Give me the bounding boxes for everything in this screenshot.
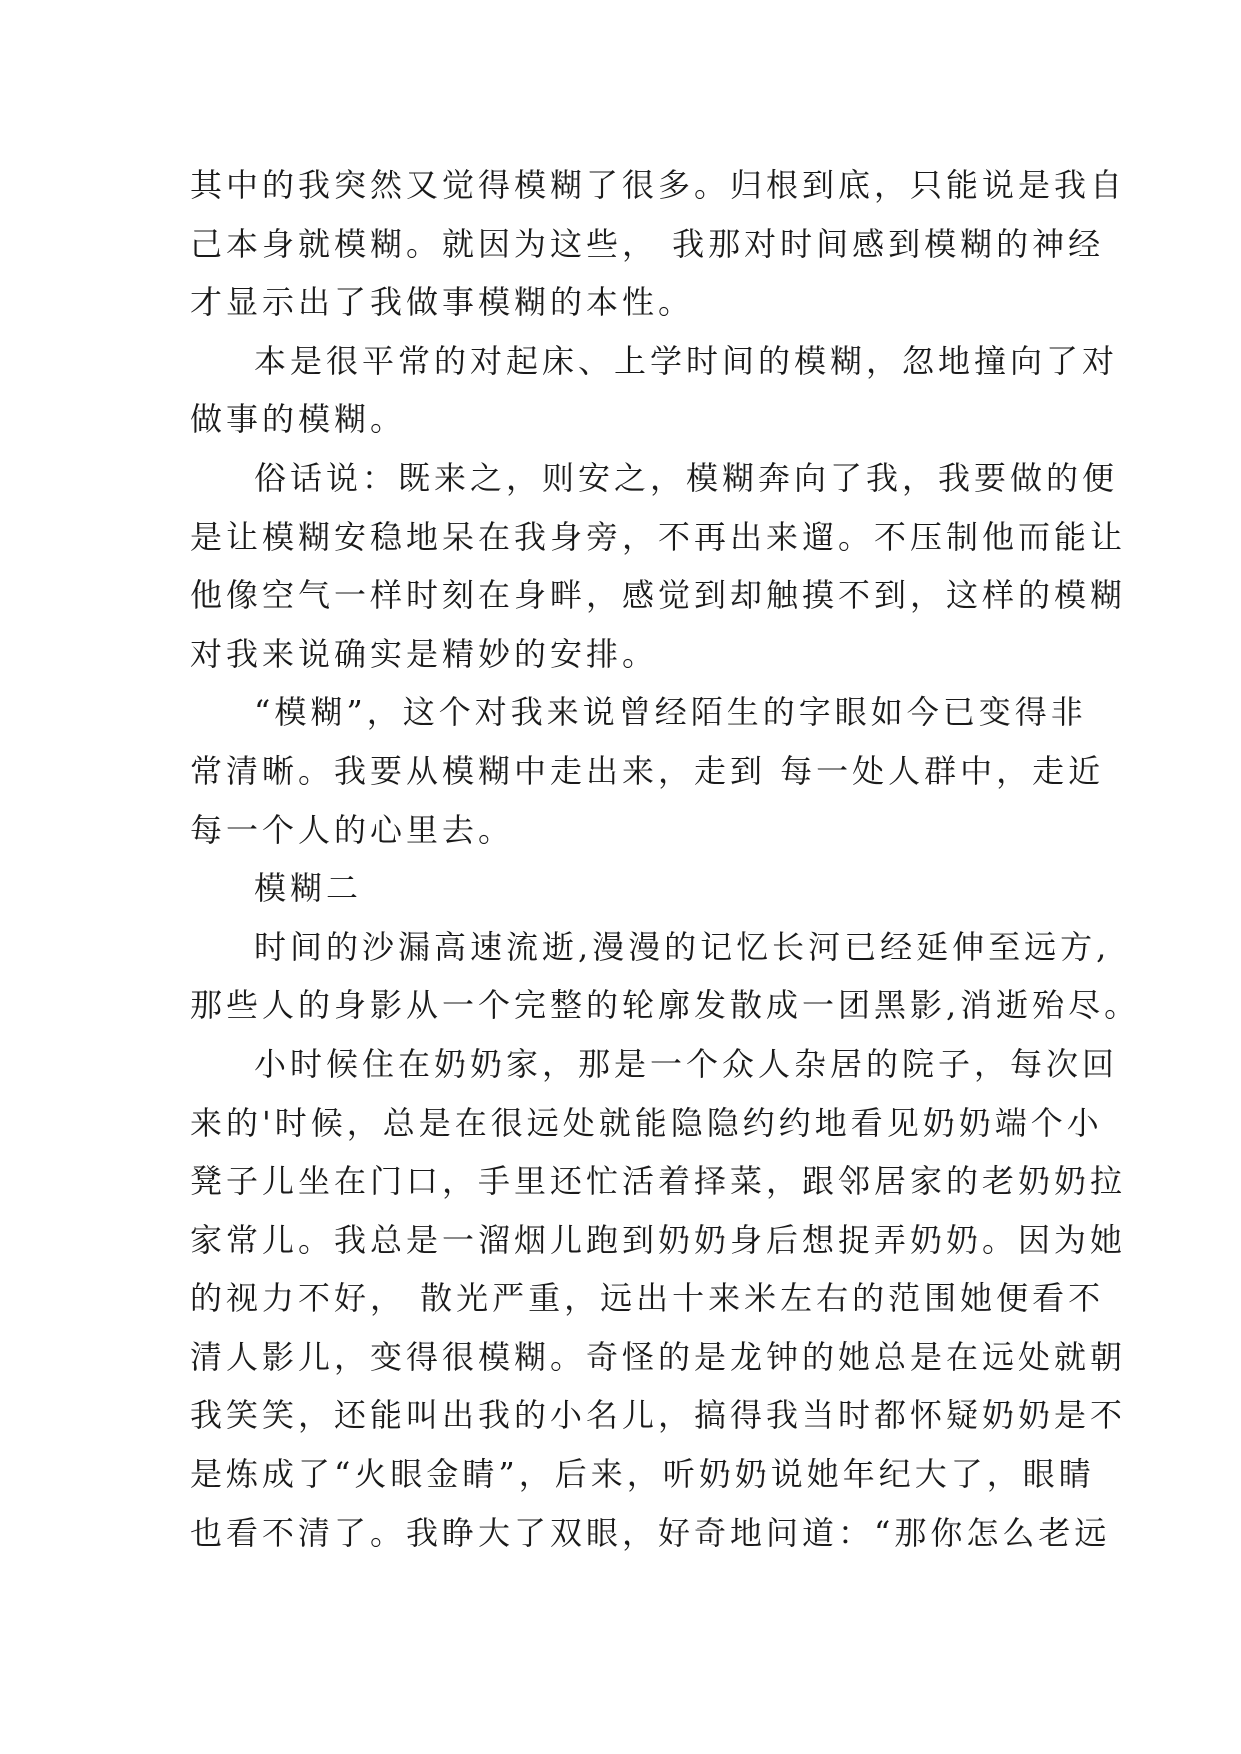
text-line: 才显示出了我做事模糊的本性。 (190, 283, 695, 322)
text-line: 也看不清了。我睁大了双眼，好奇地问道：“那你怎么老远 (190, 1513, 1111, 1552)
text-line: 他像空气一样时刻在身畔，感觉到却触摸不到，这样的模糊 (190, 576, 1127, 615)
text-line: 做事的模糊。 (190, 400, 407, 439)
text-line: 己本身就模糊。就因为这些， 我那对时间感到模糊的神经 (190, 224, 1105, 263)
text-line: 每一个人的心里去。 (190, 810, 515, 849)
text-line: “模糊”，这个对我来说曾经陌生的字眼如今已变得非 (254, 693, 1087, 732)
text-line: 其中的我突然又觉得模糊了很多。归根到底，只能说是我自 (190, 166, 1127, 204)
text-line: 模糊二 (254, 869, 363, 908)
text-line: 来的'时候，总是在很远处就能隐隐约约地看见奶奶端个小 (190, 1103, 1103, 1142)
text-line: 常清晰。我要从模糊中走出来，走到 每一处人群中，走近 (190, 751, 1105, 790)
text-line: 小时候住在奶奶家，那是一个众人杂居的院子，每次回 (254, 1044, 1119, 1083)
text-line: 那些人的身影从一个完整的轮廓发散成一团黑影,消逝殆尽。 (190, 986, 1141, 1025)
text-line: 俗话说：既来之，则安之，模糊奔向了我，我要做的便 (254, 458, 1119, 497)
text-line: 清人影儿，变得很模糊。奇怪的是龙钟的她总是在远处就朝 (190, 1337, 1127, 1376)
text-line: 是让模糊安稳地呆在我身旁，不再出来遛。不压制他而能让 (190, 517, 1127, 556)
text-line: 家常儿。我总是一溜烟儿跑到奶奶身后想捉弄奶奶。因为她 (190, 1220, 1127, 1259)
text-line: 凳子儿坐在门口，手里还忙活着择菜，跟邻居家的老奶奶拉 (190, 1162, 1127, 1201)
text-line: 本是很平常的对起床、上学时间的模糊，忽地撞向了对 (254, 341, 1119, 380)
text-line: 是炼成了“火眼金睛”，后来，听奶奶说她年纪大了，眼睛 (190, 1455, 1095, 1494)
text-line: 时间的沙漏高速流逝,漫漫的记忆长河已经延伸至远方, (254, 927, 1111, 966)
text-line: 我笑笑，还能叫出我的小名儿，搞得我当时都怀疑奶奶是不 (190, 1396, 1127, 1435)
document-body (190, 156, 1141, 1562)
text-line: 的视力不好， 散光严重，远出十来米左右的范围她便看不 (190, 1279, 1105, 1318)
text-line: 对我来说确实是精妙的安排。 (190, 634, 659, 673)
